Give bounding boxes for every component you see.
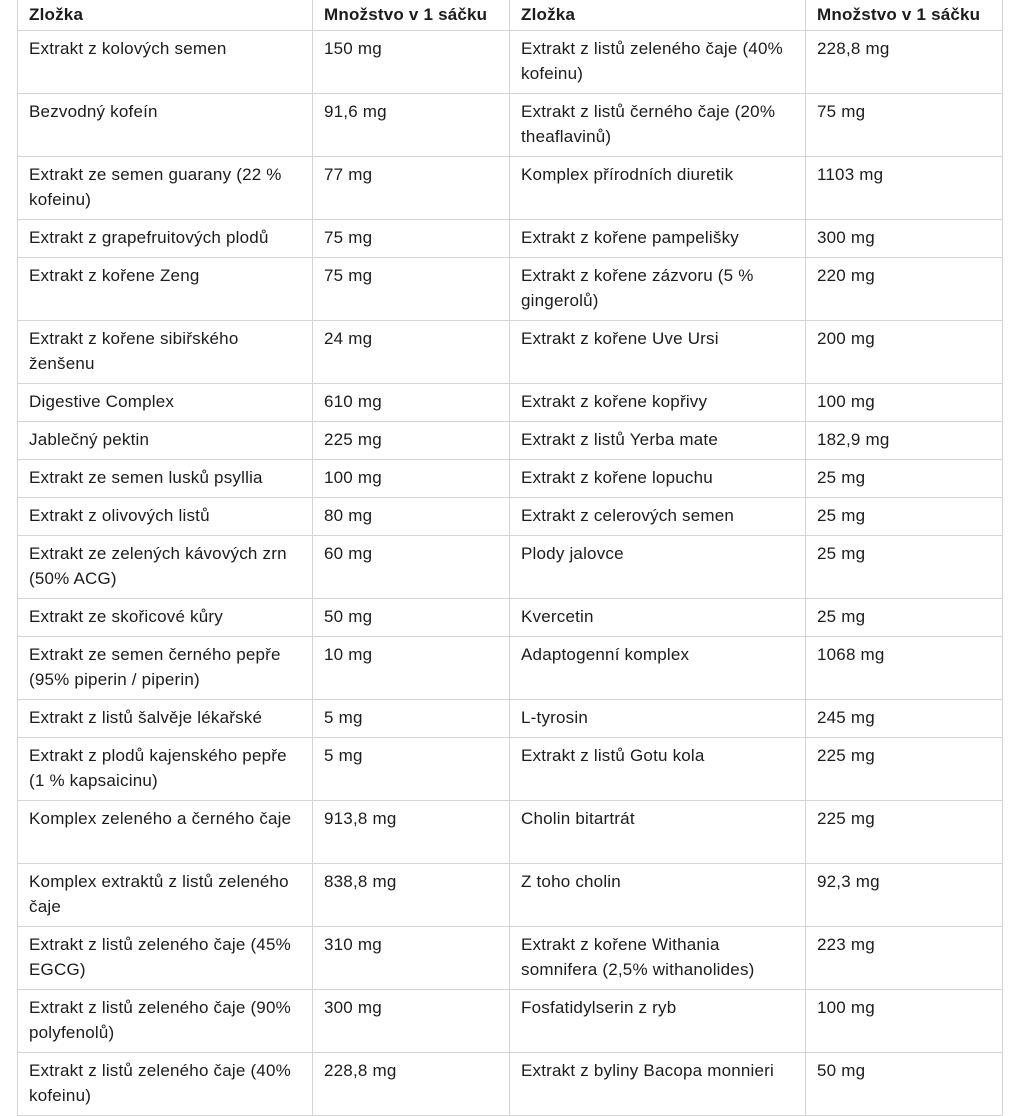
amount-cell: 92,3 mg [806, 864, 1003, 927]
ingredient-cell: Extrakt z listů zeleného čaje (90% polyfenolů) [18, 990, 313, 1053]
amount-cell: 100 mg [806, 384, 1003, 422]
ingredient-cell: Extrakt z kořene kopřivy [510, 384, 806, 422]
amount-cell: 5 mg [313, 700, 510, 738]
table-row [18, 738, 1003, 801]
ingredient-cell: Extrakt z kolových semen [18, 31, 313, 94]
table-row [18, 321, 1003, 384]
table-row [18, 801, 1003, 864]
amount-cell: 228,8 mg [806, 31, 1003, 94]
amount-cell: 60 mg [313, 536, 510, 599]
ingredients-table [17, 0, 1003, 1116]
amount-cell: 225 mg [313, 422, 510, 460]
ingredient-cell: Extrakt z listů zeleného čaje (40% kofeinu) [510, 31, 806, 94]
amount-cell: 80 mg [313, 498, 510, 536]
table-row [18, 258, 1003, 321]
amount-cell: 75 mg [806, 94, 1003, 157]
ingredient-cell: Extrakt ze semen černého pepře (95% piperin / piperin) [18, 637, 313, 700]
ingredient-cell: Bezvodný kofeín [18, 94, 313, 157]
ingredient-cell: Extrakt z listů zeleného čaje (40% kofeinu) [18, 1053, 313, 1116]
ingredient-cell: Adaptogenní komplex [510, 637, 806, 700]
table-row [18, 536, 1003, 599]
amount-cell: 100 mg [313, 460, 510, 498]
amount-cell: 220 mg [806, 258, 1003, 321]
table-row [18, 422, 1003, 460]
header-row [18, 0, 1003, 31]
header-ingredient: Zložka [18, 0, 313, 31]
amount-cell: 300 mg [806, 220, 1003, 258]
table-row [18, 94, 1003, 157]
amount-cell: 5 mg [313, 738, 510, 801]
ingredient-cell: Extrakt z celerových semen [510, 498, 806, 536]
header-ingredient: Zložka [510, 0, 806, 31]
ingredient-cell: Extrakt z listů Yerba mate [510, 422, 806, 460]
table-row [18, 927, 1003, 990]
ingredient-cell: Extrakt z grapefruitových plodů [18, 220, 313, 258]
table-row [18, 1053, 1003, 1116]
ingredient-cell: Extrakt ze semen guarany (22 % kofeinu) [18, 157, 313, 220]
table-row [18, 31, 1003, 94]
amount-cell: 50 mg [806, 1053, 1003, 1116]
ingredient-cell: Komplex zeleného a černého čaje [18, 801, 313, 864]
ingredient-cell: Extrakt z listů Gotu kola [510, 738, 806, 801]
ingredient-cell: Extrakt z listů černého čaje (20% theaflavinů) [510, 94, 806, 157]
table-row [18, 990, 1003, 1053]
amount-cell: 25 mg [806, 536, 1003, 599]
amount-cell: 300 mg [313, 990, 510, 1053]
table-row [18, 637, 1003, 700]
amount-cell: 25 mg [806, 460, 1003, 498]
ingredient-cell: Extrakt z listů zeleného čaje (45% EGCG) [18, 927, 313, 990]
amount-cell: 838,8 mg [313, 864, 510, 927]
table-row [18, 599, 1003, 637]
amount-cell: 1103 mg [806, 157, 1003, 220]
amount-cell: 100 mg [806, 990, 1003, 1053]
ingredient-cell: Extrakt z listů šalvěje lékařské [18, 700, 313, 738]
ingredient-cell: Extrakt z plodů kajenského pepře (1 % kapsaicinu) [18, 738, 313, 801]
table-row [18, 864, 1003, 927]
ingredient-cell: Extrakt z kořene Zeng [18, 258, 313, 321]
amount-cell: 245 mg [806, 700, 1003, 738]
ingredient-cell: Jablečný pektin [18, 422, 313, 460]
ingredient-cell: Extrakt z olivových listů [18, 498, 313, 536]
amount-cell: 1068 mg [806, 637, 1003, 700]
amount-cell: 25 mg [806, 498, 1003, 536]
ingredient-cell: Komplex přírodních diuretik [510, 157, 806, 220]
ingredient-cell: Extrakt ze skořicové kůry [18, 599, 313, 637]
amount-cell: 225 mg [806, 738, 1003, 801]
amount-cell: 223 mg [806, 927, 1003, 990]
amount-cell: 913,8 mg [313, 801, 510, 864]
header-amount: Množstvo v 1 sáčku [806, 0, 1003, 31]
amount-cell: 10 mg [313, 637, 510, 700]
amount-cell: 610 mg [313, 384, 510, 422]
amount-cell: 310 mg [313, 927, 510, 990]
amount-cell: 91,6 mg [313, 94, 510, 157]
ingredient-cell: Extrakt z kořene Withania somnifera (2,5% withanolides) [510, 927, 806, 990]
ingredient-cell: Fosfatidylserin z ryb [510, 990, 806, 1053]
ingredient-cell: Cholin bitartrát [510, 801, 806, 864]
table-row [18, 498, 1003, 536]
amount-cell: 75 mg [313, 220, 510, 258]
table-row [18, 384, 1003, 422]
ingredient-cell: Z toho cholin [510, 864, 806, 927]
ingredient-cell: Extrakt z kořene zázvoru (5 % gingerolů) [510, 258, 806, 321]
amount-cell: 50 mg [313, 599, 510, 637]
ingredient-cell: Extrakt ze zelených kávových zrn (50% ACG) [18, 536, 313, 599]
table-row [18, 700, 1003, 738]
header-amount: Množstvo v 1 sáčku [313, 0, 510, 31]
ingredient-cell: Extrakt ze semen lusků psyllia [18, 460, 313, 498]
ingredient-cell: Kvercetin [510, 599, 806, 637]
ingredient-cell: Komplex extraktů z listů zeleného čaje [18, 864, 313, 927]
amount-cell: 24 mg [313, 321, 510, 384]
amount-cell: 75 mg [313, 258, 510, 321]
ingredient-cell: Extrakt z kořene sibiřského ženšenu [18, 321, 313, 384]
ingredient-cell: Digestive Complex [18, 384, 313, 422]
amount-cell: 77 mg [313, 157, 510, 220]
ingredient-cell: Extrakt z kořene pampelišky [510, 220, 806, 258]
table-row [18, 460, 1003, 498]
ingredient-cell: Extrakt z kořene Uve Ursi [510, 321, 806, 384]
table-row [18, 157, 1003, 220]
amount-cell: 150 mg [313, 31, 510, 94]
ingredient-cell: L-tyrosin [510, 700, 806, 738]
amount-cell: 25 mg [806, 599, 1003, 637]
amount-cell: 225 mg [806, 801, 1003, 864]
ingredient-cell: Extrakt z kořene lopuchu [510, 460, 806, 498]
amount-cell: 228,8 mg [313, 1053, 510, 1116]
ingredient-cell: Plody jalovce [510, 536, 806, 599]
amount-cell: 200 mg [806, 321, 1003, 384]
ingredient-cell: Extrakt z byliny Bacopa monnieri [510, 1053, 806, 1116]
amount-cell: 182,9 mg [806, 422, 1003, 460]
table-row [18, 220, 1003, 258]
